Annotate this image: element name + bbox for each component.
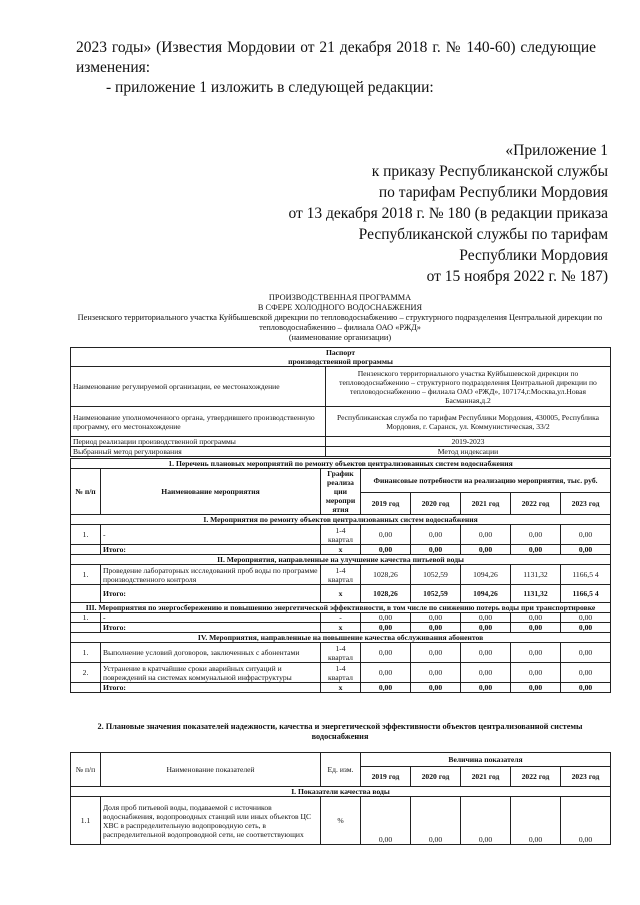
appendix-header: [288, 140, 608, 287]
table-row: 1. Проведение лабораторных исследований проб воды по программе производственного контроля 1-4 квартал 1028,26 1052,59 1094,26 1131,32 1166,5 4: [71, 565, 611, 585]
intro-line-1: 2023 годы» (Известия Мордовии от 21 декабря 2018 г. № 140-60) следующие изменения:: [76, 39, 596, 76]
col-needs-header: Финансовые потребности на реализацию мероприятия, тыс. руб.: [361, 469, 611, 493]
total-row: Итого: x 0,00 0,00 0,00 0,00 0,00: [71, 683, 611, 693]
col-num-header: № п/п: [71, 469, 101, 515]
total-row: Итого: x 0,00 0,00 0,00 0,00 0,00: [71, 545, 611, 555]
section2-title: 2. Плановые значения показателей надежности, качества и энергетической эффективности объектов централизованной системы водоснабжения: [97, 722, 583, 741]
col-num-header: № п/п: [71, 753, 101, 787]
indicators-table: [70, 752, 611, 845]
program-organization: Пензенского территориального участка Куйбышевской дирекции по тепловодоснабжению – структурного подразделения Центральной дирекции по тепловодоснабжению – филиала ОАО «РЖД»: [77, 313, 603, 332]
appendix-line: по тарифам Республики Мордовия: [378, 184, 608, 201]
group-title: III. Мероприятия по энергосбережению и повышению энергетической эффективности, в том числе по снижению потерь воды при транспортировке: [71, 603, 611, 613]
passport-label: Выбранный метод регулирования: [71, 447, 326, 457]
passport-value: Пензенского территориального участка Куйбышевской дирекции по тепловодоснабжению – структурного подразделения Центральной дирекции по тепловодоснабжению – филиала ОАО «РЖД», 107174,г.Москва,ул.Новая Басманная,д.2: [326, 367, 611, 407]
year-header: 2022 год: [511, 767, 561, 787]
total-row: Итого: x 0,00 0,00 0,00 0,00 0,00: [71, 623, 611, 633]
col-value-header: Величина показателя: [361, 753, 611, 767]
year-header: 2020 год: [411, 767, 461, 787]
passport-title: Паспорт производственной программы: [71, 348, 611, 367]
program-subtitle: В СФЕРЕ ХОЛОДНОГО ВОДОСНАБЖЕНИЯ: [257, 303, 423, 312]
program-org-caption: (наименование организации): [288, 333, 392, 342]
group-title: II. Мероприятия, направленные на улучшение качества питьевой воды: [71, 555, 611, 565]
passport-label: Период реализации производственной программы: [71, 437, 326, 447]
table-row: 2. Устранение в кратчайшие сроки аварийных ситуаций и повреждений на системах коммунальной инфраструктуры 1-4 квартал 0,00 0,00 0,00 0,00 0,00: [71, 663, 611, 683]
appendix-line: от 13 декабря 2018 г. № 180 (в редакции приказа: [288, 205, 608, 222]
group-title: I. Мероприятия по ремонту объектов централизованных систем водоснабжения: [71, 515, 611, 525]
table-row: 1.1 Доля проб питьевой воды, подаваемой с источников водоснабжения, водопроводных станций или иных объектов ЦС ХВС в распределительную водопроводную сеть, в распределительной водопроводной сети, не соответствующих % 0,00 0,00 0,00 0,00 0,00: [71, 797, 611, 845]
passport-label: Наименование уполномоченного органа, утвердившего производственную программу, его местонахождение: [71, 407, 326, 437]
year-header: 2019 год: [361, 493, 411, 515]
year-header: 2023 год: [561, 767, 611, 787]
group-title: I. Показатели качества воды: [71, 787, 611, 797]
intro-text: [76, 38, 596, 98]
col-name-header: Наименование мероприятия: [101, 469, 321, 515]
passport-label: Наименование регулируемой организации, ее местонахождение: [71, 367, 326, 407]
year-header: 2022 год: [511, 493, 561, 515]
passport-table: [70, 347, 611, 457]
passport-value: Метод индексации: [326, 447, 611, 457]
passport-value: 2019-2023: [326, 437, 611, 447]
repair-measures-table: [70, 458, 611, 693]
col-unit-header: Ед. изм.: [321, 753, 361, 787]
year-header: 2020 год: [411, 493, 461, 515]
total-row: Итого: x 1028,26 1052,59 1094,26 1131,32 1166,5 4: [71, 585, 611, 603]
intro-line-2: - приложение 1 изложить в следующей редакции:: [106, 79, 434, 96]
group-title: IV. Мероприятия, направленные на повышение качества обслуживания абонентов: [71, 633, 611, 643]
section1-title: 1. Перечень плановых мероприятий по ремонту объектов централизованных систем водоснабжения: [71, 459, 611, 469]
year-header: 2023 год: [561, 493, 611, 515]
col-schedule-header: График реализа ции меропри ятия: [321, 469, 361, 515]
table-row: 1. Выполнение условий договоров, заключенных с абонентами 1-4 квартал 0,00 0,00 0,00 0,00 0,00: [71, 643, 611, 663]
year-header: 2021 год: [461, 767, 511, 787]
year-header: 2021 год: [461, 493, 511, 515]
appendix-line: к приказу Республиканской службы: [371, 163, 608, 180]
appendix-line: от 15 ноября 2022 г. № 187): [426, 268, 608, 285]
appendix-line: Республики Мордовия: [459, 247, 608, 264]
program-heading: [70, 293, 610, 343]
col-name-header: Наименование показателей: [101, 753, 321, 787]
table-row: 1. - - 0,00 0,00 0,00 0,00 0,00: [71, 613, 611, 623]
appendix-line: Республиканской службы по тарифам: [358, 226, 608, 243]
table-row: 1. - 1-4 квартал 0,00 0,00 0,00 0,00 0,00: [71, 525, 611, 545]
appendix-line: «Приложение 1: [505, 142, 608, 159]
passport-value: Республиканская служба по тарифам Республики Мордовия, 430005, Республика Мордовия, г. Саранск, ул. Коммунистическая, 33/2: [326, 407, 611, 437]
program-title: ПРОИЗВОДСТВЕННАЯ ПРОГРАММА: [268, 293, 412, 302]
year-header: 2019 год: [361, 767, 411, 787]
